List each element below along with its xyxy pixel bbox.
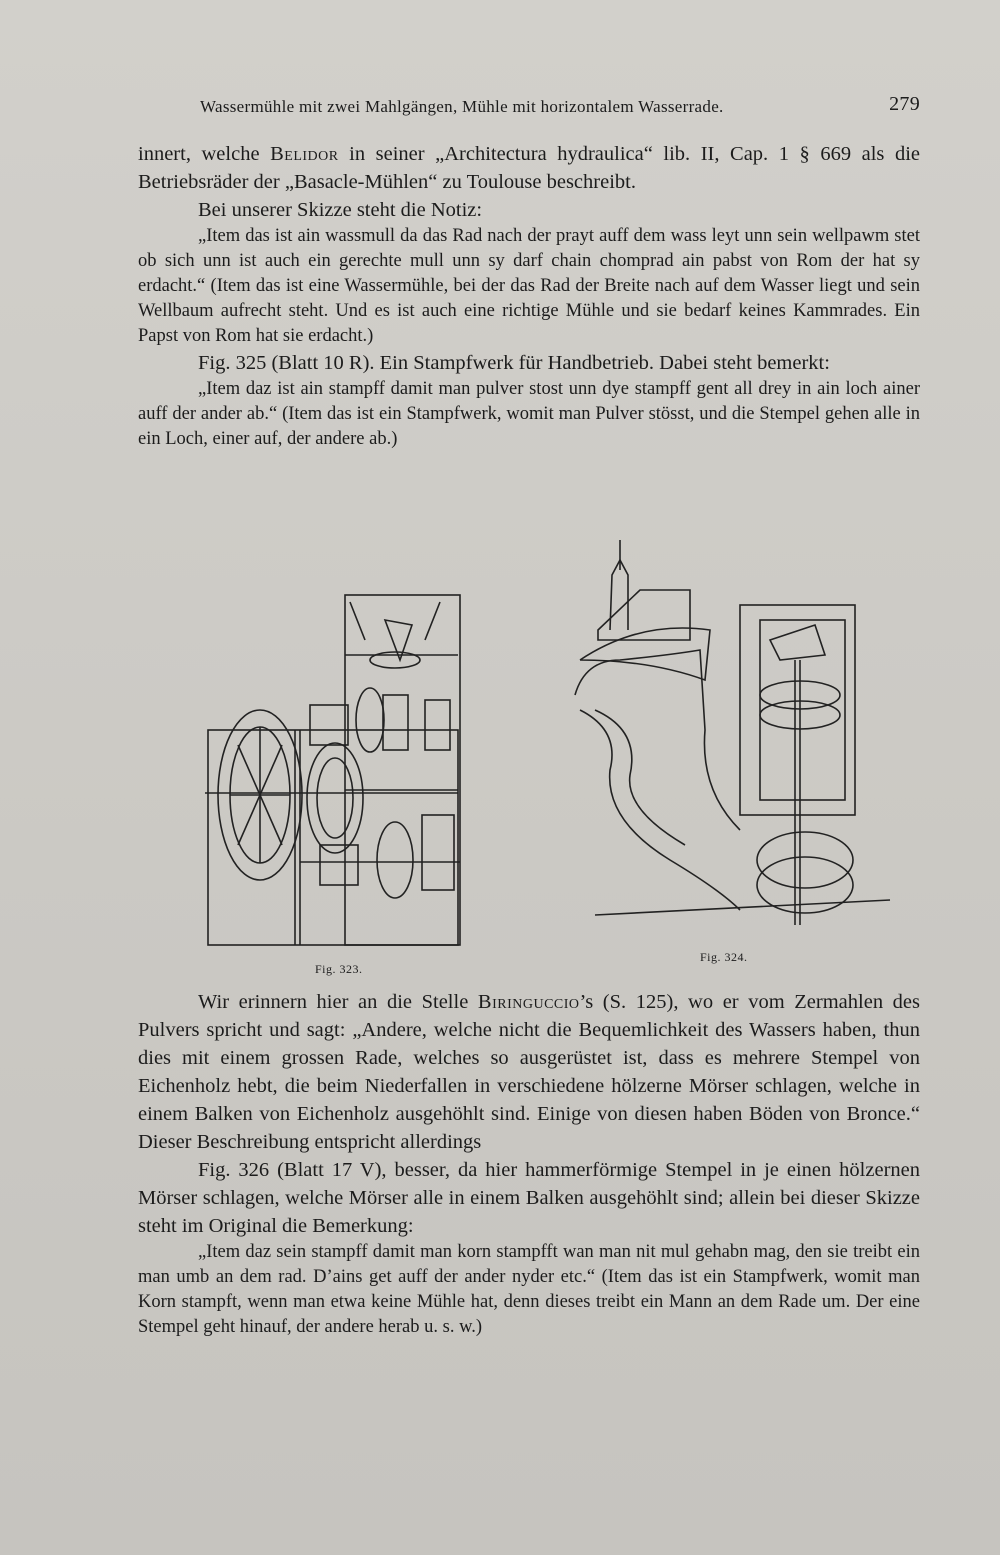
paragraph-fig326: Fig. 326 (Blatt 17 V), besser, da hier hammerförmige Stempel in je einen hölzernen Mörser schlagen, welche Mörser alle in einem Balken ausgehöhlt sind; allein bei dieser Skizze steht im Original die Bemerkung: (138, 1159, 920, 1237)
quote-stampfwerk: „Item daz ist ain stampff damit man pulver stost unn dye stampff gent all drey in ain loch ainer auff der ander ab.“ (Item das ist ein Stampfwerk, womit man Pulver stösst, und die Stempel gehen alle in ein Loch, einer auf, der andere ab.) (138, 379, 920, 449)
fig324-illustration (575, 540, 890, 925)
paragraph-text: in seiner „Architectura hydraulica“ lib. II, Cap. 1 § 669 als die Betriebsräder der „Basacle-Mühlen“ zu Toulouse beschreibt. (138, 143, 920, 193)
text-block-bottom (138, 988, 920, 1340)
quote-kornstampfwerk: „Item daz sein stampff damit man korn stampfft wan man nit mul gehabn mag, den sie treibt ein man umb an dem rad. D’ains get auff der ander nyder etc.“ (Item das ist ein Stampfwerk, womit man Korn stampft, wenn man etwa keine Mühle hat, denn dieses treibt ein Mann an dem Rade um. Der eine Stempel geht hinauf, der andere herab u. s. w.) (138, 1242, 920, 1337)
page-number: 279 (889, 93, 920, 115)
author-name-biringuccio: Biringuccio (477, 991, 580, 1013)
paragraph-fig325: Fig. 325 (Blatt 10 R). Ein Stampfwerk für Handbetrieb. Dabei steht bemerkt: (198, 352, 830, 374)
running-header (200, 93, 920, 121)
illustrations (200, 530, 920, 990)
figure-area (200, 530, 920, 990)
quote-wassermuehle: „Item das ist ain wassmull da das Rad nach der prayt auff dem wass leyt unn sein wellpawm stet ob sich unn ist auch ein gerechte mull unn sy darf chain chomprad ain pabst von Rom der hat sy erdacht.“ (Item das ist eine Wassermühle, bei der das Rad der Breite nach auf dem Wasser liegt und sein Wellbaum aufrecht steht. Und es ist auch eine richtige Mühle und sie bedarf keines Kammrades. Ein Papst von Rom hat sie erdacht.) (138, 226, 920, 346)
paragraph-text: ’s (S. 125), wo er vom Zermahlen des Pulvers spricht und sagt: „Andere, welche nicht die Bequemlichkeit des Wassers haben, thun dies mit einem grossen Rade, welches so ausgerüstet ist, dass es mehrere Stempel von Eichenholz hebt, die beim Niederfallen in verschiedene hölzerne Mörser schlagen, welche in einem Balken von Eichenholz ausgehöhlt sind. Einige von diesen haben Böden von Bronce.“ Dieser Beschreibung entspricht allerdings (138, 991, 920, 1153)
paragraph-belidor (138, 140, 920, 196)
paragraph-notiz: Bei unserer Skizze steht die Notiz: (198, 199, 483, 221)
paragraph-text: Wir erinnern hier an die Stelle (198, 991, 478, 1013)
fig323-illustration (205, 595, 460, 945)
paragraph-biringuccio (138, 988, 920, 1156)
author-name-belidor: Belidor (270, 143, 339, 165)
fig324-caption: Fig. 324. (700, 950, 748, 964)
header-title: Wassermühle mit zwei Mahlgängen, Mühle mit horizontalem Wasserrade. (200, 97, 724, 116)
text-block-top (138, 140, 920, 452)
fig323-caption: Fig. 323. (315, 962, 363, 976)
paragraph-text: innert, welche (138, 143, 271, 165)
